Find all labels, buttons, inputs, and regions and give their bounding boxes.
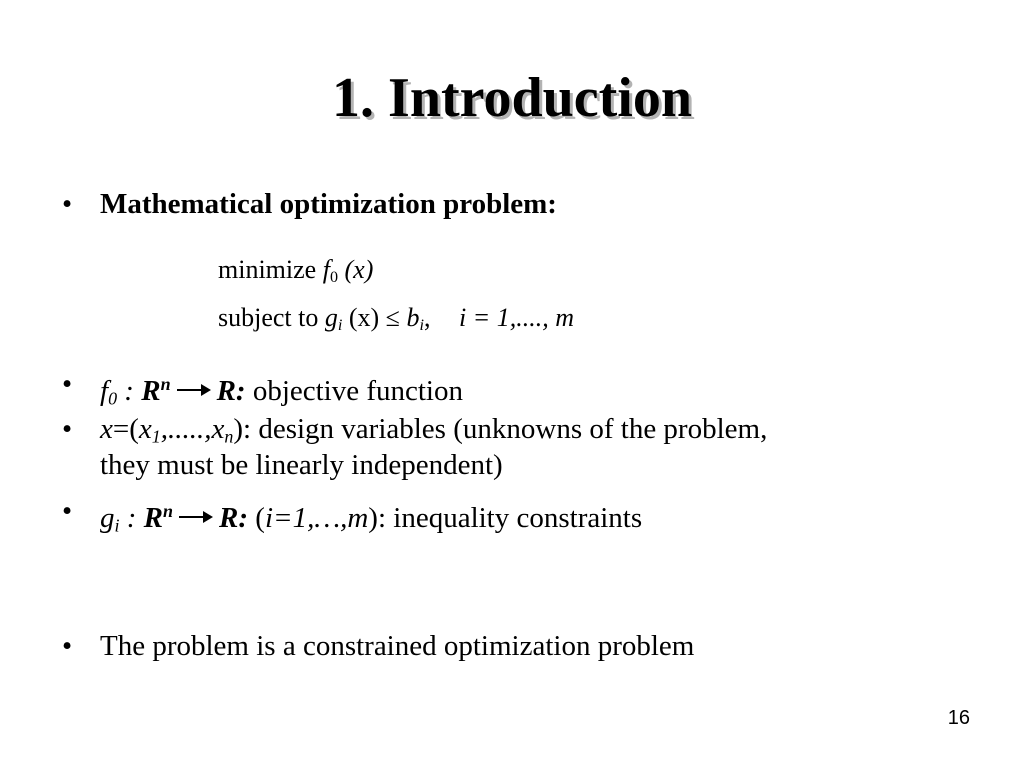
page-number: 16: [947, 707, 970, 729]
formula-f-subscript: 0: [329, 269, 338, 287]
f0-colon: :: [117, 374, 134, 407]
formula-comma: ,: [423, 303, 431, 332]
f0-codomain: R:: [216, 374, 246, 407]
right-arrow-icon: [179, 511, 213, 523]
x1-subscript: 1: [151, 426, 161, 447]
formula-subject-to: [218, 302, 574, 342]
f0-description: objective function: [245, 374, 463, 407]
formula-subject-to-word: subject to: [218, 303, 319, 332]
formula-g-subscript: i: [337, 317, 343, 335]
gi-domain: R: [143, 501, 164, 534]
gi-domain-exponent: n: [163, 501, 174, 521]
gi-subscript: i: [114, 515, 120, 536]
bullet-marker: •: [62, 188, 73, 220]
gi-range: i=1,…,m: [264, 501, 369, 534]
f0-symbol: f: [100, 374, 109, 407]
bullet-marker: •: [62, 630, 73, 662]
f0-domain-exponent: n: [160, 374, 171, 394]
x-description-continued: they must be linearly independent): [100, 449, 503, 481]
formula-f-symbol: f: [322, 255, 330, 284]
xn-symbol: x: [211, 413, 225, 445]
formula-g-symbol: g: [324, 303, 338, 332]
bullet-marker: •: [62, 495, 73, 527]
formula-minimize-word: minimize: [218, 255, 317, 284]
formula-b-symbol: b: [406, 303, 420, 332]
formula-index-range: i = 1,...., m: [458, 303, 574, 332]
x-equals: =(: [112, 413, 139, 445]
gi-description: inequality constraints: [386, 501, 643, 534]
formula-g-argument: (x) ≤: [348, 303, 400, 332]
conclusion-text: The problem is a constrained optimization problem: [100, 630, 695, 662]
gi-paren-close: ):: [368, 501, 387, 534]
x-close: ):: [233, 413, 252, 445]
formula-f-argument: (x): [344, 255, 374, 284]
x-ellipsis: ,.....,: [160, 413, 212, 445]
formula-minimize: [218, 254, 373, 294]
right-arrow-icon: [177, 384, 211, 396]
item-objective-function: [100, 366, 463, 416]
x-symbol: x: [100, 413, 113, 445]
gi-paren-open: (: [248, 501, 265, 534]
x1-symbol: x: [138, 413, 152, 445]
gi-codomain: R:: [219, 501, 249, 534]
bullet-marker: •: [62, 413, 73, 445]
item-inequality-constraints: [100, 493, 642, 543]
f0-domain: R: [141, 374, 161, 407]
x-description: design variables (unknowns of the problem,: [251, 413, 768, 445]
section-heading: Mathematical optimization problem:: [100, 188, 557, 220]
xn-subscript: n: [224, 426, 234, 447]
formula-b-subscript: i: [419, 317, 424, 335]
bullet-marker: •: [62, 368, 73, 400]
gi-colon: :: [119, 501, 137, 534]
f0-subscript: 0: [108, 388, 118, 409]
gi-symbol: g: [100, 501, 115, 534]
slide-title: 1. Introduction: [332, 67, 692, 129]
